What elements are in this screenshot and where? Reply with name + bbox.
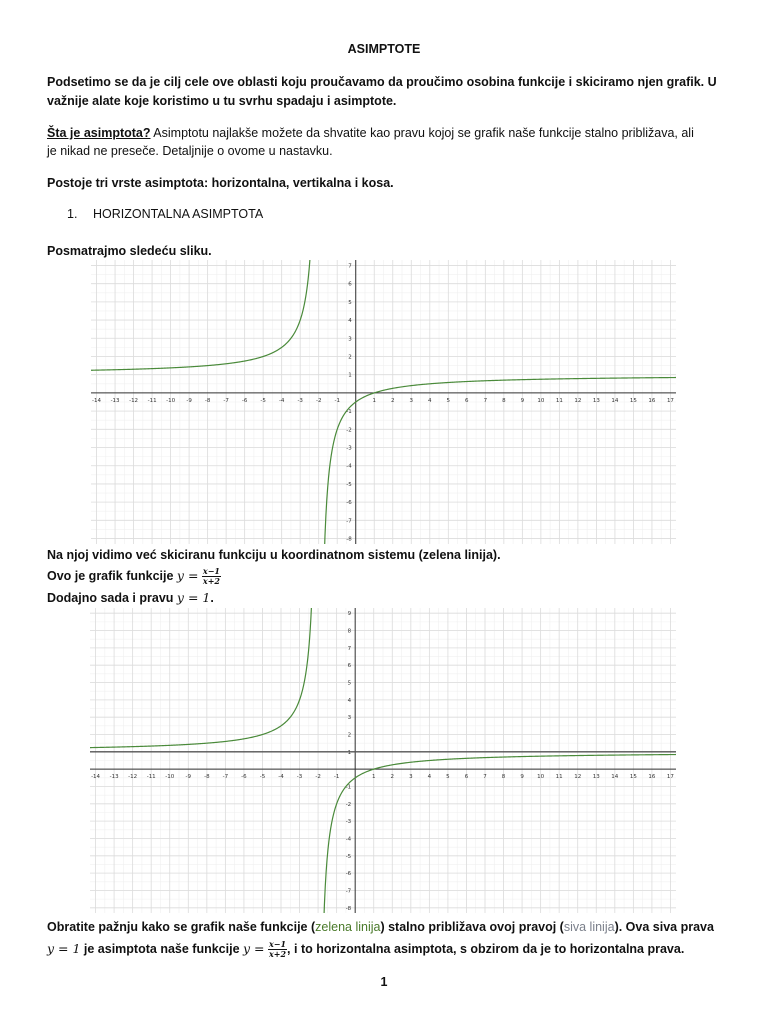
function-lhs: y = [176, 568, 199, 583]
y-tick-label: 4 [348, 318, 352, 325]
y-tick-label: -2 [345, 801, 352, 808]
y-tick-label: -2 [346, 427, 352, 434]
after-graph-line-1: Na njoj vidimo već skiciranu funkciju u koordinatnom sistemu (zelena linija). [47, 548, 501, 562]
conclusion-text-5: , i to horizontalna asimptota, s obzirom da je to horizontalna prava. [287, 942, 685, 956]
y-tick-label: 2 [347, 732, 352, 739]
x-tick-label: 15 [629, 774, 637, 781]
fraction-denominator: x+2 [202, 576, 220, 587]
x-tick-label: 2 [391, 397, 395, 404]
x-tick-label: 10 [537, 397, 545, 404]
function-curve-left [90, 608, 316, 748]
x-tick-label: -8 [204, 397, 211, 404]
question-paragraph-line-1 [47, 124, 694, 142]
x-tick-label: -4 [278, 774, 284, 781]
x-tick-label: 5 [446, 774, 450, 781]
x-tick-label: -2 [315, 774, 321, 781]
y-tick-label: 2 [348, 354, 352, 361]
fraction-numerator: x−1 [202, 566, 220, 577]
y-tick-label: -3 [345, 819, 352, 826]
x-tick-label: 14 [611, 397, 619, 404]
x-tick-label: 14 [611, 774, 619, 781]
x-tick-label: -9 [185, 774, 192, 781]
x-tick-label: 5 [446, 397, 451, 404]
question-text: Asimptotu najlakše možete da shvatite kao pravu kojoj se grafik naše funkcije stalno približava, ali [153, 126, 694, 140]
x-tick-label: 1 [372, 397, 376, 404]
conclusion-fraction-denominator: x+2 [269, 949, 287, 960]
x-tick-label: -5 [259, 774, 266, 781]
y-tick-label: -4 [345, 836, 352, 843]
x-tick-label: 6 [464, 774, 469, 781]
conclusion-line-1 [47, 918, 714, 936]
x-tick-label: -14 [91, 774, 101, 781]
y-tick-label: -5 [346, 481, 352, 488]
add-line-prefix: Dodajno sada i pravu [47, 591, 174, 605]
graph-1 [91, 260, 676, 544]
question-line-2: je nikad ne preseče. Detaljnije o ovome u nastavku. [47, 144, 333, 158]
x-tick-label: 3 [409, 397, 414, 404]
y-tick-label: -4 [346, 463, 352, 470]
intro-line-1: Podsetimo se da je cilj cele ove oblasti koju proučavamo da proučimo osobina funkcije i skiciramo njen grafik. U [47, 75, 717, 89]
gray-line-label: siva linija [563, 920, 615, 934]
graph-2 [90, 608, 676, 913]
observe-line: Posmatrajmo sledeću sliku. [47, 244, 212, 258]
conclusion-text-4: je asimptota naše funkcije [80, 942, 243, 956]
function-curve-left [91, 260, 316, 370]
x-tick-label: 4 [428, 397, 432, 404]
x-tick-label: -3 [296, 774, 303, 781]
x-tick-label: 13 [592, 397, 600, 404]
y-tick-label: -6 [345, 871, 352, 878]
graph-2-svg [90, 608, 676, 913]
minor-grid [91, 260, 676, 544]
x-tick-label: -13 [109, 774, 119, 781]
y-tick-label: 6 [347, 663, 352, 670]
function-line [47, 567, 221, 586]
y-tick-label: -1 [345, 784, 352, 791]
x-tick-label: 12 [574, 774, 582, 781]
x-tick-label: 16 [648, 397, 656, 404]
intro-line-2: važnije alate koje koristimo u tu svrhu spadaju i asimptote. [47, 94, 397, 108]
x-tick-label: -5 [260, 397, 266, 404]
x-tick-label: -2 [315, 397, 322, 404]
x-tick-label: 17 [666, 774, 674, 781]
x-tick-label: -10 [166, 397, 176, 404]
y-tick-label: -8 [345, 905, 352, 912]
x-tick-label: -9 [186, 397, 192, 404]
y-tick-label: -5 [345, 853, 352, 860]
x-tick-label: 7 [483, 397, 488, 404]
conclusion-fraction-numerator: x−1 [269, 939, 287, 950]
conclusion-equation: y = 1 [47, 941, 81, 956]
x-tick-label: -1 [334, 397, 340, 404]
question-label: Šta je asimptota? [47, 126, 151, 140]
x-tick-label: 11 [555, 774, 563, 781]
add-line-equation: y = 1 [176, 590, 211, 605]
y-tick-label: 5 [348, 299, 352, 306]
add-line [47, 589, 214, 607]
y-tick-label: 6 [348, 281, 352, 288]
page-title: ASIMPTOTE [347, 42, 421, 56]
y-tick-label: 3 [348, 336, 352, 343]
y-tick-label: -7 [345, 888, 352, 895]
x-tick-label: 6 [465, 397, 469, 404]
y-tick-label: 7 [347, 645, 352, 652]
x-tick-label: -3 [297, 397, 303, 404]
y-tick-label: -1 [346, 409, 352, 416]
section-title: HORIZONTALNA ASIMPTOTA [93, 207, 264, 221]
y-tick-label: -8 [346, 536, 352, 543]
x-tick-label: 17 [666, 397, 674, 404]
x-tick-label: 1 [371, 774, 376, 781]
x-tick-label: -7 [222, 774, 229, 781]
x-tick-label: 9 [520, 397, 525, 404]
page-number: 1 [380, 975, 388, 989]
conclusion-text-1: Obratite pažnju kako se grafik naše funkcije ( [47, 920, 316, 934]
x-tick-label: 3 [409, 774, 413, 781]
function-line-prefix: Ovo je grafik funkcije [47, 569, 174, 583]
conclusion-function-lhs: y = [243, 941, 265, 956]
x-tick-label: 13 [592, 774, 600, 781]
conclusion-text-3: ). Ova siva prava [614, 920, 714, 934]
x-tick-label: 11 [555, 397, 563, 404]
x-tick-label: 16 [648, 774, 656, 781]
y-tick-label: -3 [346, 445, 352, 452]
y-tick-label: 7 [348, 263, 352, 270]
x-tick-label: -7 [223, 397, 229, 404]
x-tick-label: 9 [520, 774, 524, 781]
minor-grid [90, 608, 676, 913]
y-tick-label: -6 [346, 500, 352, 507]
x-tick-label: -10 [165, 774, 175, 781]
x-tick-label: 4 [427, 774, 432, 781]
y-tick-label: 1 [348, 372, 352, 379]
types-line: Postoje tri vrste asimptota: horizontalna, vertikalna i kosa. [47, 176, 394, 190]
add-line-suffix: . [210, 591, 214, 605]
conclusion-fraction [268, 940, 287, 959]
graph-1-svg [91, 260, 676, 544]
x-tick-label: -14 [92, 397, 102, 404]
function-fraction [202, 567, 221, 586]
x-tick-label: -11 [146, 774, 156, 781]
y-tick-label: 4 [347, 697, 352, 704]
x-tick-label: 2 [390, 774, 395, 781]
y-tick-label: -7 [346, 518, 352, 525]
x-tick-label: -6 [241, 397, 248, 404]
conclusion-line-2 [47, 940, 684, 959]
x-tick-label: 12 [574, 397, 582, 404]
x-tick-label: -6 [241, 774, 247, 781]
x-tick-label: 7 [483, 774, 487, 781]
x-tick-label: 8 [502, 397, 506, 404]
y-tick-label: 1 [347, 749, 352, 756]
x-tick-label: 8 [501, 774, 506, 781]
x-tick-label: -13 [110, 397, 120, 404]
x-tick-label: -11 [147, 397, 157, 404]
x-tick-label: -12 [128, 774, 138, 781]
x-tick-label: 15 [629, 397, 637, 404]
y-tick-label: 8 [347, 628, 352, 635]
x-tick-label: -4 [278, 397, 285, 404]
section-number: 1. [67, 207, 78, 221]
x-tick-label: -12 [129, 397, 139, 404]
x-tick-label: 10 [537, 774, 545, 781]
y-tick-label: 5 [347, 680, 352, 687]
green-line-label: zelena linija [315, 920, 381, 934]
y-tick-label: 9 [347, 611, 352, 618]
x-tick-label: -1 [333, 774, 340, 781]
y-tick-label: 3 [347, 715, 352, 722]
x-tick-label: -8 [204, 774, 210, 781]
conclusion-text-2: ) stalno približava ovoj pravoj ( [380, 920, 564, 934]
